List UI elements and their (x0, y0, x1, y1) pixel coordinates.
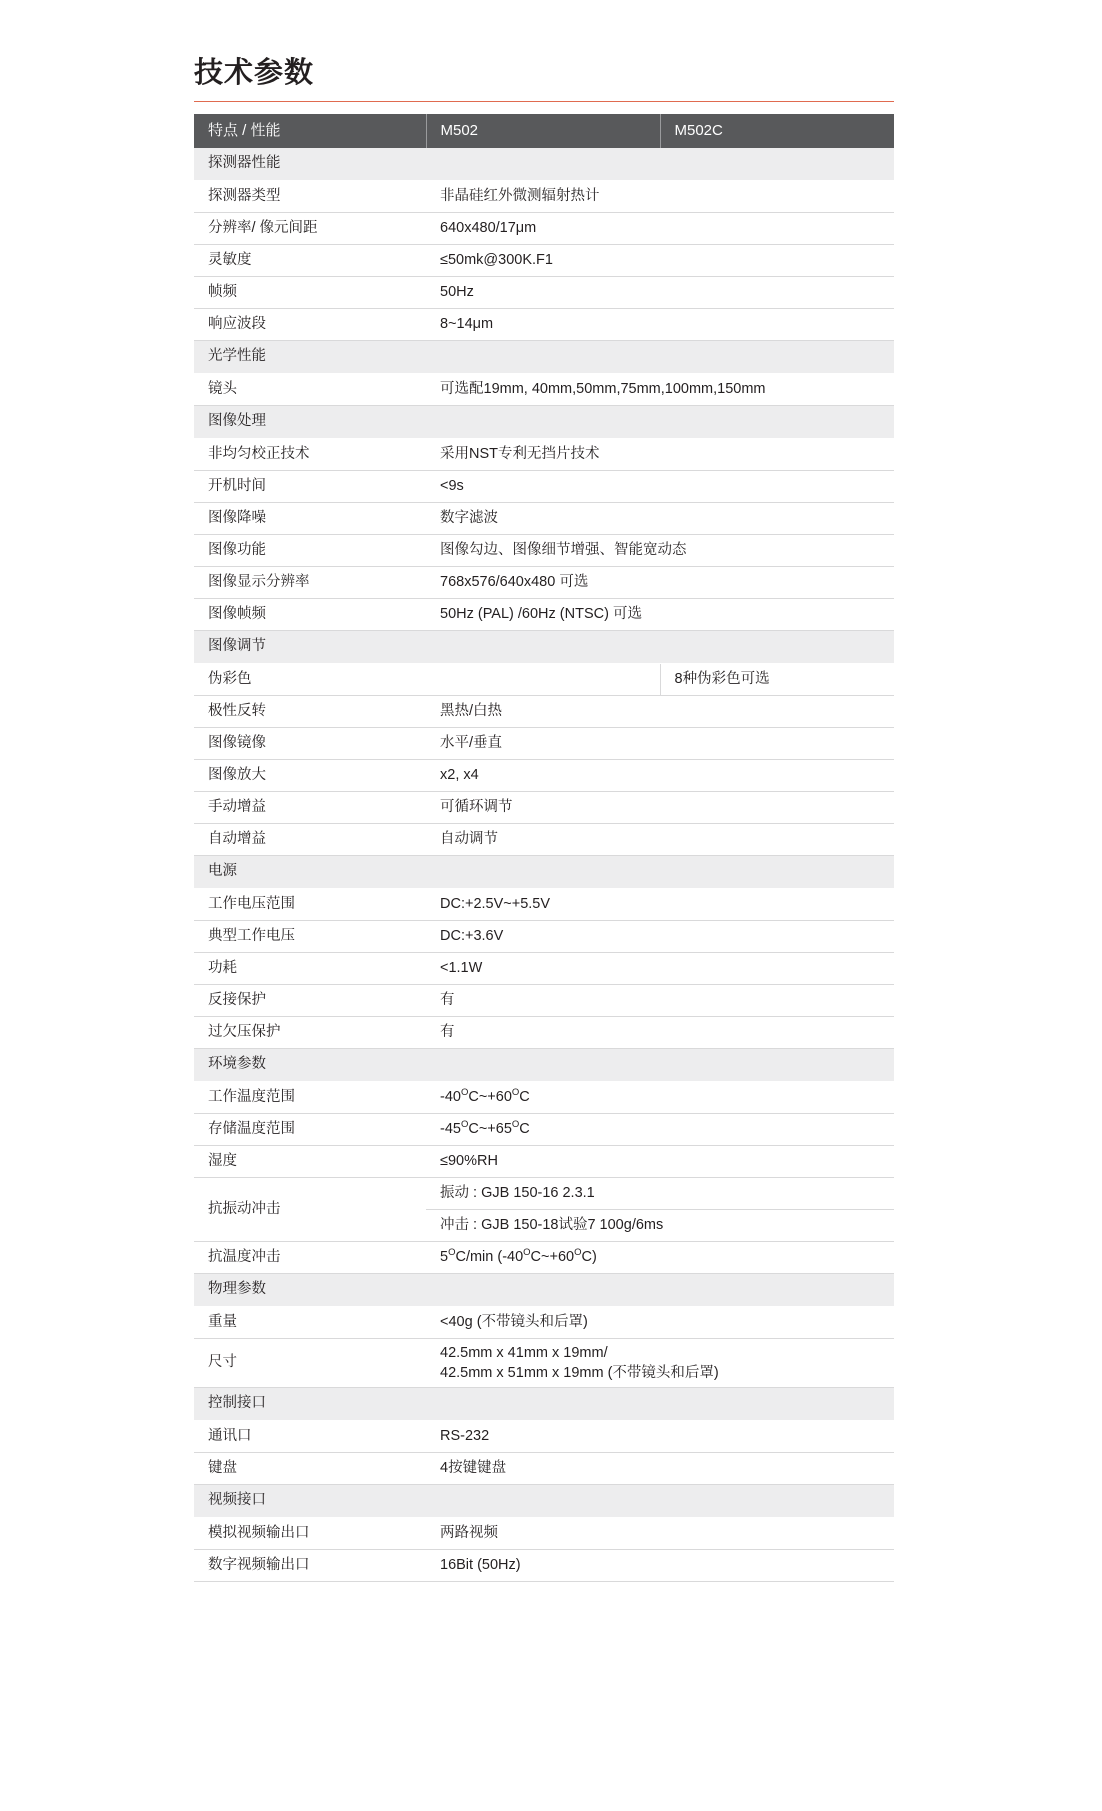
table-row (194, 1452, 894, 1484)
table-row (194, 663, 894, 695)
table-row (194, 470, 894, 502)
row-value: 黑热/白热 (426, 695, 894, 727)
row-label: 响应波段 (194, 308, 426, 340)
row-label: 图像功能 (194, 534, 426, 566)
table-row (194, 1338, 894, 1387)
section-label: 环境参数 (194, 1048, 894, 1081)
table-section-row (194, 1048, 894, 1081)
row-label: 开机时间 (194, 470, 426, 502)
table-row (194, 1306, 894, 1338)
row-label: 功耗 (194, 952, 426, 984)
row-label: 镜头 (194, 373, 426, 405)
row-value: 42.5mm x 41mm x 19mm/ 42.5mm x 51mm x 19mm (不带镜头和后罩) (426, 1338, 894, 1387)
table-section-row (194, 1484, 894, 1517)
row-value: <9s (426, 470, 894, 502)
table-row (194, 1177, 894, 1209)
row-value: 水平/垂直 (426, 727, 894, 759)
table-row (194, 1517, 894, 1549)
row-label: 分辨率/ 像元间距 (194, 212, 426, 244)
table-row (194, 566, 894, 598)
row-label: 图像帧频 (194, 598, 426, 630)
row-value-line-1: 振动 : GJB 150-16 2.3.1 (426, 1177, 894, 1209)
row-label: 探测器类型 (194, 180, 426, 212)
row-label: 抗振动冲击 (194, 1177, 426, 1241)
table-section-row (194, 630, 894, 663)
row-value: 有 (426, 984, 894, 1016)
table-row (194, 1549, 894, 1581)
row-value: ≤90%RH (426, 1145, 894, 1177)
row-value: 两路视频 (426, 1517, 894, 1549)
row-label: 工作温度范围 (194, 1081, 426, 1113)
row-label: 灵敏度 (194, 244, 426, 276)
row-label: 通讯口 (194, 1420, 426, 1452)
table-row (194, 598, 894, 630)
row-value: $5^OC/\min$ $(-40^OC\sim+60^OC)$ (426, 1241, 894, 1273)
table-row (194, 1420, 894, 1452)
table-row (194, 1016, 894, 1048)
spec-page (194, 0, 894, 1582)
table-row (194, 534, 894, 566)
table-row (194, 727, 894, 759)
table-section-row (194, 1273, 894, 1306)
table-header-row (194, 114, 894, 148)
row-value: x2, x4 (426, 759, 894, 791)
row-value: 768x576/640x480 可选 (426, 566, 894, 598)
row-label: 自动增益 (194, 823, 426, 855)
table-section-row (194, 855, 894, 888)
row-label: 极性反转 (194, 695, 426, 727)
specification-table (194, 114, 894, 1582)
row-value: $-45^OC\sim+65^OC$ (426, 1113, 894, 1145)
row-value: 8~14μm (426, 308, 894, 340)
table-row (194, 244, 894, 276)
row-label: 伪彩色 (194, 663, 426, 695)
row-label: 图像显示分辨率 (194, 566, 426, 598)
row-label: 手动增益 (194, 791, 426, 823)
row-label: 典型工作电压 (194, 920, 426, 952)
row-value: 16Bit (50Hz) (426, 1549, 894, 1581)
row-value: 图像勾边、图像细节增强、智能宽动态 (426, 534, 894, 566)
table-section-row (194, 148, 894, 181)
row-value: ≤50mk@300K.F1 (426, 244, 894, 276)
row-label: 模拟视频输出口 (194, 1517, 426, 1549)
table-row (194, 373, 894, 405)
row-label: 存储温度范围 (194, 1113, 426, 1145)
row-value: DC:+2.5V~+5.5V (426, 888, 894, 920)
row-value: RS-232 (426, 1420, 894, 1452)
table-row (194, 212, 894, 244)
row-label: 尺寸 (194, 1338, 426, 1387)
section-label: 视频接口 (194, 1484, 894, 1517)
table-row (194, 180, 894, 212)
row-value: 640x480/17μm (426, 212, 894, 244)
table-row (194, 920, 894, 952)
row-label: 图像降噪 (194, 502, 426, 534)
row-label: 图像放大 (194, 759, 426, 791)
row-value: 50Hz (426, 276, 894, 308)
table-header-cell: M502C (660, 114, 894, 148)
row-value: 自动调节 (426, 823, 894, 855)
table-row (194, 984, 894, 1016)
row-value-m502 (426, 663, 660, 695)
row-label: 键盘 (194, 1452, 426, 1484)
section-label: 光学性能 (194, 340, 894, 373)
table-row (194, 1081, 894, 1113)
title-divider (194, 101, 894, 102)
table-row (194, 502, 894, 534)
row-value-m502c: 8种伪彩色可选 (660, 663, 894, 695)
table-row (194, 791, 894, 823)
table-section-row (194, 405, 894, 438)
table-section-row (194, 1387, 894, 1420)
section-label: 电源 (194, 855, 894, 888)
table-row (194, 823, 894, 855)
table-row (194, 759, 894, 791)
row-label: 数字视频输出口 (194, 1549, 426, 1581)
table-row (194, 888, 894, 920)
table-row (194, 695, 894, 727)
row-label: 帧频 (194, 276, 426, 308)
row-value: 数字滤波 (426, 502, 894, 534)
row-value: 采用NST专利无挡片技术 (426, 438, 894, 470)
row-value: 50Hz (PAL) /60Hz (NTSC) 可选 (426, 598, 894, 630)
table-row (194, 1113, 894, 1145)
row-value: 4按键键盘 (426, 1452, 894, 1484)
row-label: 过欠压保护 (194, 1016, 426, 1048)
table-row (194, 1145, 894, 1177)
row-label: 非均匀校正技术 (194, 438, 426, 470)
table-row (194, 1241, 894, 1273)
section-label: 探测器性能 (194, 148, 894, 181)
row-label: 图像镜像 (194, 727, 426, 759)
row-label: 反接保护 (194, 984, 426, 1016)
section-label: 图像调节 (194, 630, 894, 663)
table-header-cell: M502 (426, 114, 660, 148)
row-value: 有 (426, 1016, 894, 1048)
table-row (194, 308, 894, 340)
section-label: 控制接口 (194, 1387, 894, 1420)
row-value: 可选配19mm, 40mm,50mm,75mm,100mm,150mm (426, 373, 894, 405)
row-value: <1.1W (426, 952, 894, 984)
row-value: 可循环调节 (426, 791, 894, 823)
row-value: DC:+3.6V (426, 920, 894, 952)
row-label: 抗温度冲击 (194, 1241, 426, 1273)
row-label: 湿度 (194, 1145, 426, 1177)
table-row (194, 276, 894, 308)
section-label: 物理参数 (194, 1273, 894, 1306)
table-row (194, 438, 894, 470)
table-header-cell: 特点 / 性能 (194, 114, 426, 148)
row-label: 重量 (194, 1306, 426, 1338)
table-section-row (194, 340, 894, 373)
page-title: 技术参数 (194, 57, 315, 89)
table-row (194, 952, 894, 984)
row-value: $-40^OC\sim+60^OC$ (426, 1081, 894, 1113)
row-value-line-2: 冲击 : GJB 150-18试验7 100g/6ms (426, 1209, 894, 1241)
row-value: <40g (不带镜头和后罩) (426, 1306, 894, 1338)
section-label: 图像处理 (194, 405, 894, 438)
row-value: 非晶硅红外微测辐射热计 (426, 180, 894, 212)
row-label: 工作电压范围 (194, 888, 426, 920)
